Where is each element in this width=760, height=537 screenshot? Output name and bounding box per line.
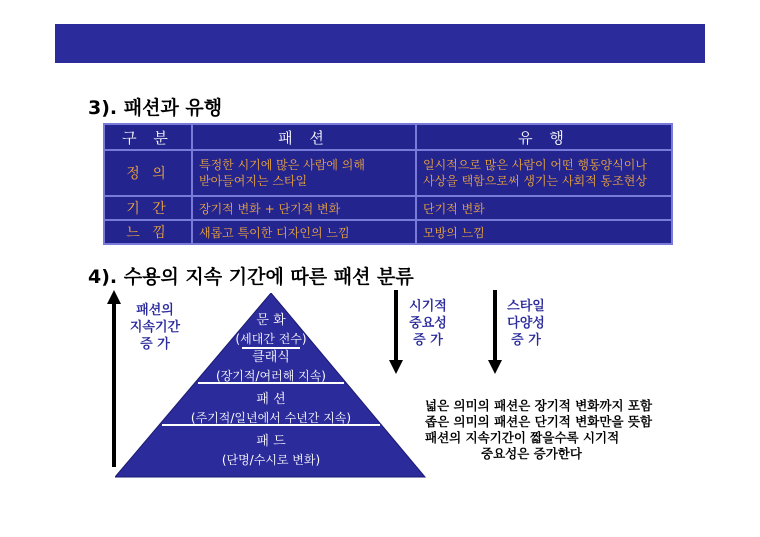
note-line: 넓은 의미의 패션은 장기적 변화까지 포함 bbox=[425, 398, 653, 413]
label-line: 패션의 bbox=[136, 303, 174, 318]
level-name: 패 션 bbox=[256, 392, 286, 407]
cell-line: 일시적으로 많은 사람이 어떤 행동양식이나 bbox=[423, 158, 647, 172]
pyramid-level-fashion bbox=[141, 391, 401, 427]
label-line: 증 가 bbox=[413, 333, 443, 348]
level-desc: (장기적/여러해 지속) bbox=[216, 369, 326, 383]
pyramid-level-culture bbox=[141, 312, 401, 348]
section3-title: 3). 패션과 유행 bbox=[88, 97, 223, 119]
level-desc: (단명/수시로 변화) bbox=[221, 453, 321, 467]
style-diversity-label bbox=[500, 298, 552, 349]
cell-fashion: 장기적 변화 + 단기적 변화 bbox=[192, 196, 416, 220]
label-line: 증 가 bbox=[511, 333, 541, 348]
comparison-table bbox=[103, 123, 673, 245]
label-line: 시기적 bbox=[409, 299, 447, 314]
level-desc: (주기적/일년에서 수년간 지속) bbox=[190, 411, 352, 425]
level-name: 클래식 bbox=[252, 350, 290, 365]
row-label: 느 낌 bbox=[104, 220, 192, 244]
label-line: 증 가 bbox=[140, 337, 170, 352]
row-label: 정 의 bbox=[104, 150, 192, 196]
cell-trend: 단기적 변화 bbox=[416, 196, 672, 220]
note-line: 패션의 지속기간이 짧을수록 시기적 bbox=[425, 430, 620, 445]
table-row bbox=[104, 150, 672, 196]
table-row bbox=[104, 220, 672, 244]
header-fashion: 패 션 bbox=[192, 124, 416, 150]
level-desc: (세대간 전수) bbox=[235, 332, 307, 346]
section4-title: 4). 수용의 지속 기간에 따른 패션 분류 bbox=[88, 266, 414, 288]
header-trend: 유 행 bbox=[416, 124, 672, 150]
label-line: 중요성 bbox=[409, 316, 447, 331]
periodic-importance-label bbox=[402, 298, 454, 349]
label-line: 스타일 bbox=[507, 299, 545, 314]
pyramid-level-classic bbox=[141, 349, 401, 385]
cell-trend: 모방의 느낌 bbox=[416, 220, 672, 244]
note-line: 좁은 의미의 패션은 단기적 변화만을 뜻함 bbox=[425, 414, 653, 429]
cell-trend bbox=[416, 150, 672, 196]
cell-line: 특정한 시기에 많은 사람에 의해 bbox=[199, 158, 365, 172]
title-banner bbox=[55, 24, 705, 63]
pyramid-level-fad bbox=[141, 433, 401, 469]
table-row bbox=[104, 196, 672, 220]
table-header-row bbox=[104, 124, 672, 150]
explanation-notes bbox=[425, 398, 652, 462]
header-category: 구 분 bbox=[104, 124, 192, 150]
row-label: 기 간 bbox=[104, 196, 192, 220]
cell-fashion bbox=[192, 150, 416, 196]
level-name: 패 드 bbox=[256, 434, 286, 449]
cell-fashion: 새롭고 특이한 디자인의 느낌 bbox=[192, 220, 416, 244]
cell-line: 사상을 택함으로써 생기는 사회적 동조현상 bbox=[423, 174, 647, 188]
cell-line: 받아들여지는 스타일 bbox=[199, 174, 308, 188]
label-line: 지속기간 bbox=[129, 320, 181, 335]
note-line: 중요성은 증가한다 bbox=[481, 446, 582, 461]
label-line: 다양성 bbox=[507, 316, 545, 331]
level-name: 문 화 bbox=[256, 313, 286, 328]
